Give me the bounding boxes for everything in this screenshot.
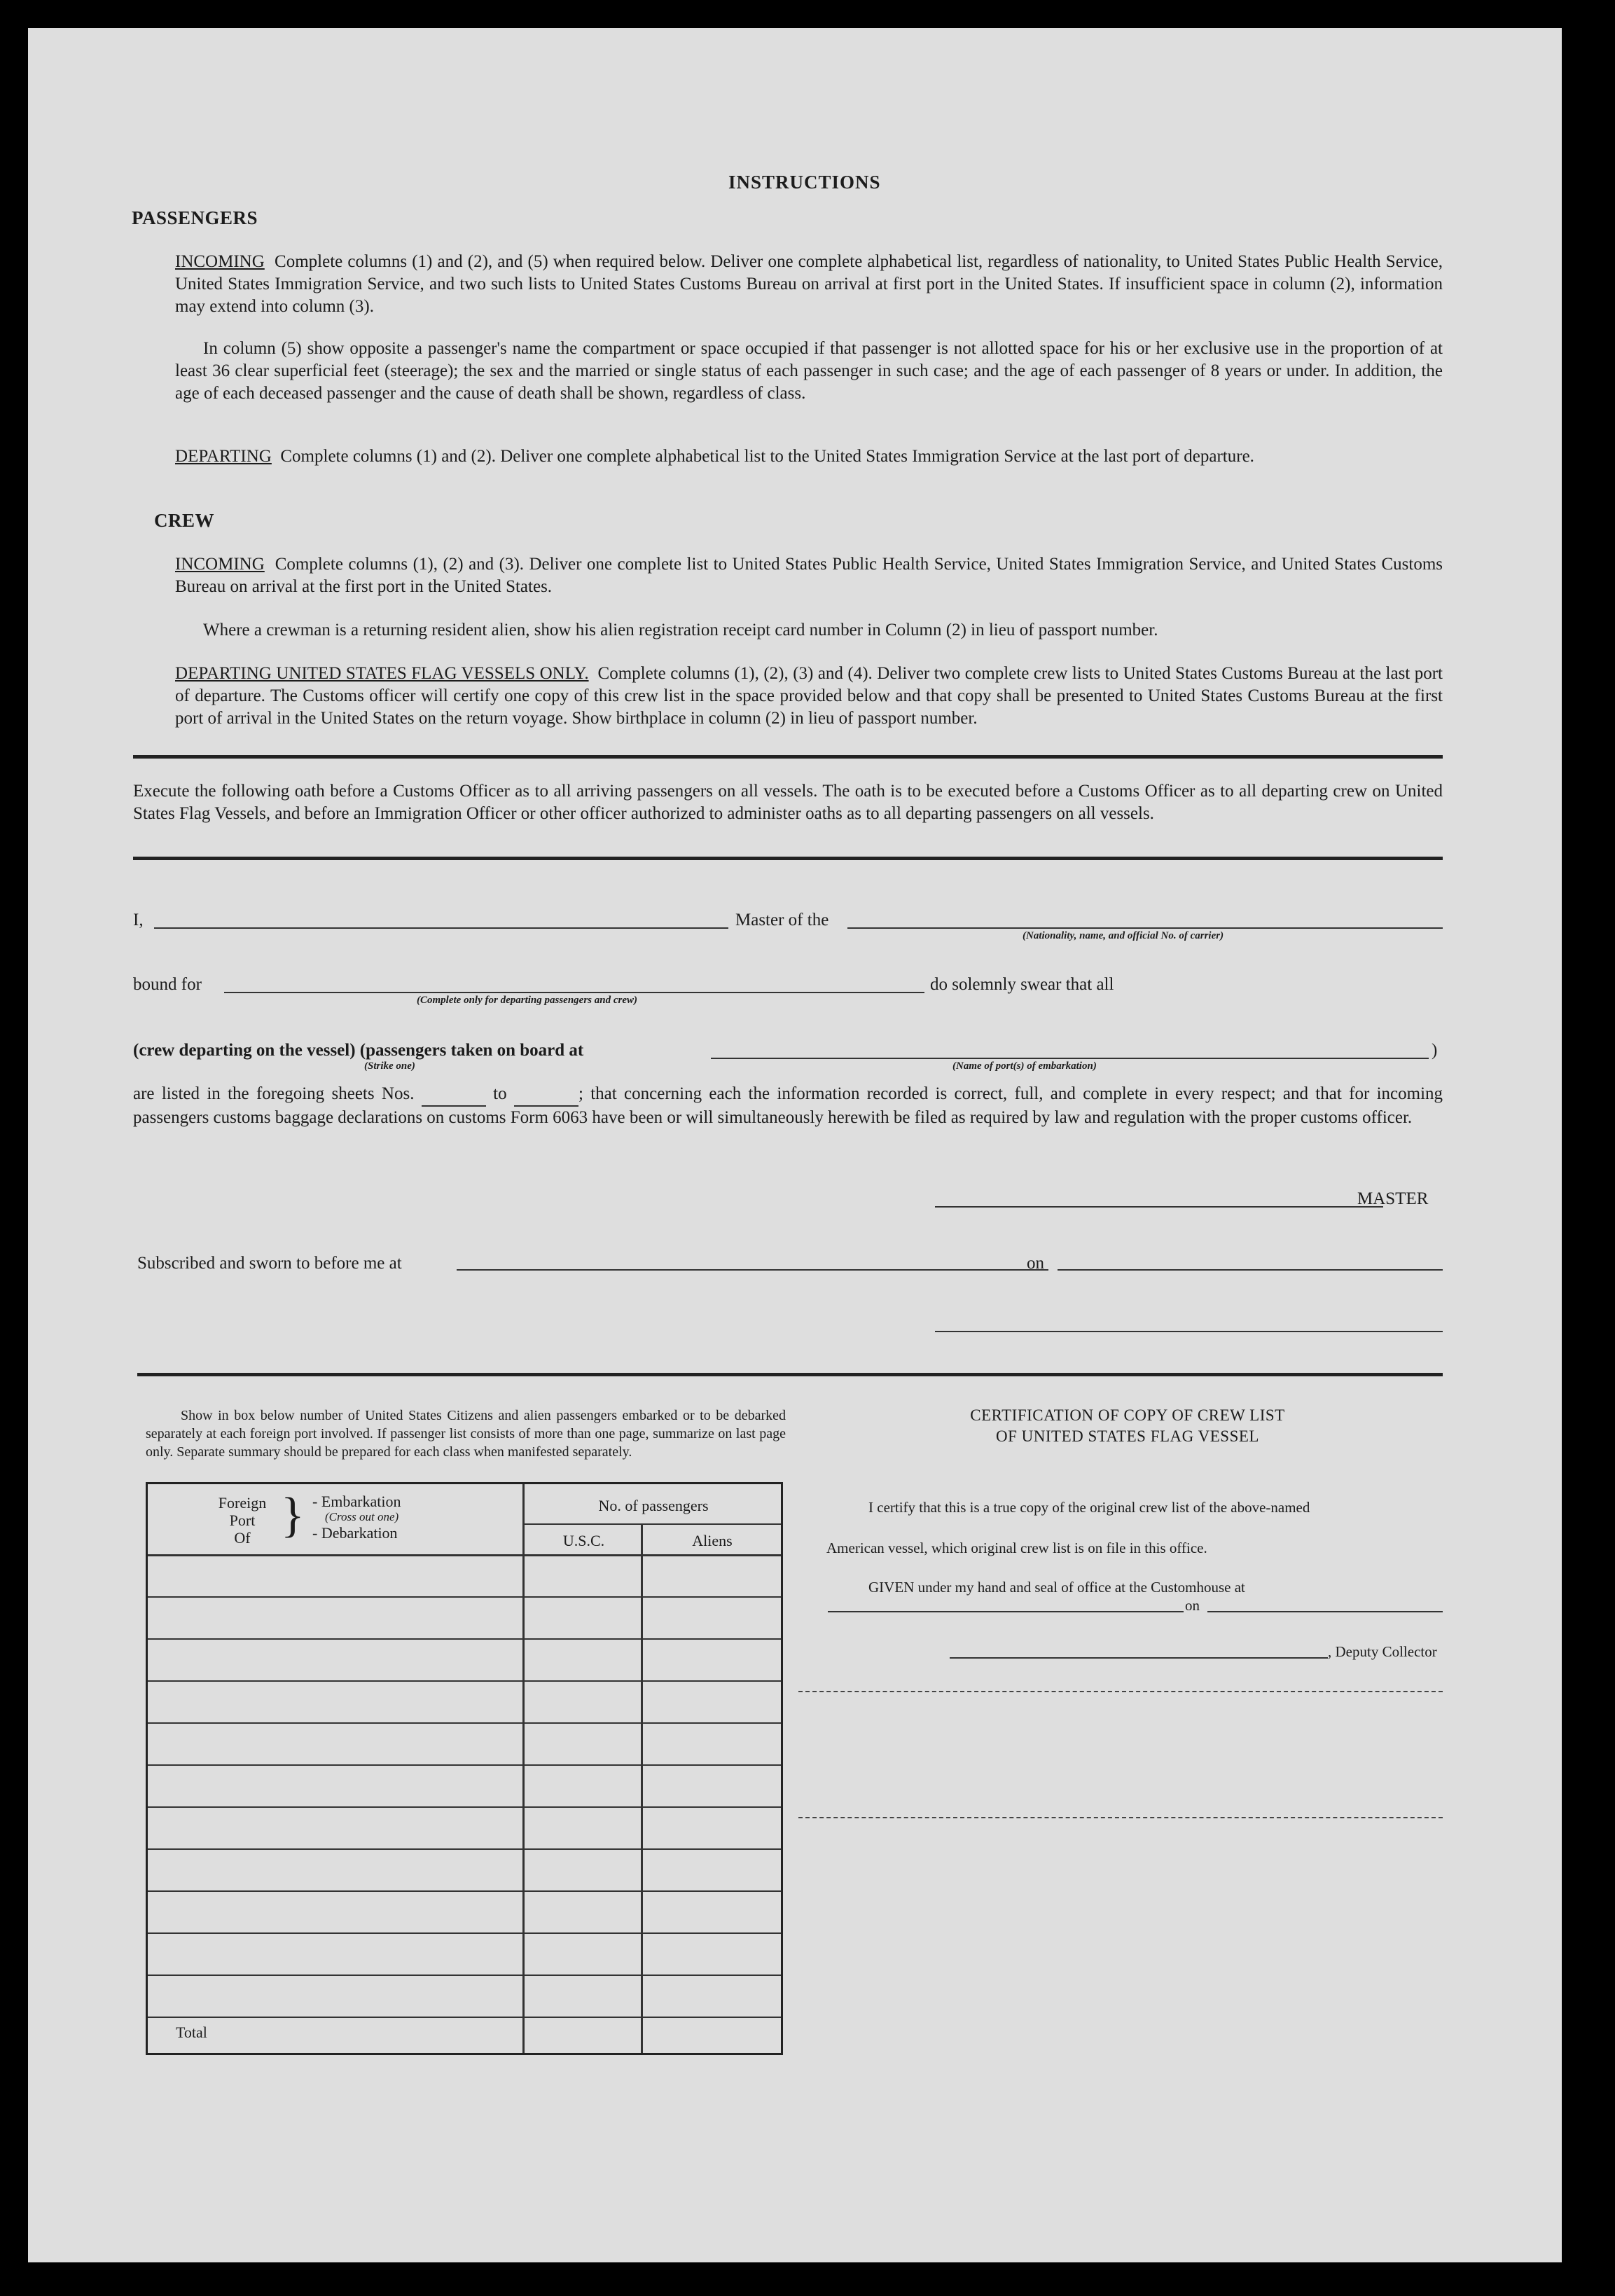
summary-instructions: Show in box below number of United States Citizens and alien passengers embarked or to be debarked separately at each foreign port involved. If passenger list consists of more than one page, summarize on last page only. Separate summary should be prepared for each class when manifested separately. <box>146 1408 786 1460</box>
form-page <box>28 28 1562 2262</box>
certify-line-2: American vessel, which original crew list is on file in this office. <box>826 1540 1207 1556</box>
no-passengers-header: No. of passengers <box>598 1497 709 1514</box>
aliens-header: Aliens <box>692 1532 733 1549</box>
page-title: INSTRUCTIONS <box>728 172 881 193</box>
passenger-summary-table <box>146 1482 783 2055</box>
passengers-incoming-label: INCOMING <box>175 252 265 271</box>
table-hline <box>148 1806 781 1808</box>
officer-signature-field[interactable] <box>935 1331 1443 1332</box>
table-hline <box>148 2017 781 2018</box>
passengers-heading: PASSENGERS <box>132 207 258 228</box>
table-hline <box>148 1764 781 1766</box>
sheet-from-field[interactable] <box>422 1083 486 1107</box>
passengers-incoming-text: Complete columns (1) and (2), and (5) when required below. Deliver one complete alphabetical list, regardless of nationality, to United States Public Health Service, United States Immigration Service, and two such lists to United States Customs Bureau on arrival at first port in the United States. If insufficient space in column (2), information may extend into column (3). <box>175 252 1443 316</box>
swear-label: do solemnly swear that all <box>930 975 1114 994</box>
oath-i-label: I, <box>133 911 144 929</box>
given-date-field[interactable] <box>1207 1611 1443 1612</box>
nationality-note: (Nationality, name, and official No. of carrier) <box>1023 930 1224 941</box>
listed-text-a: are listed in the foregoing sheets Nos. <box>133 1084 415 1103</box>
crew-departing-paragraph <box>175 663 1443 730</box>
crew-incoming-label: INCOMING <box>175 555 265 574</box>
table-hline <box>148 1722 781 1724</box>
table-hline <box>148 1848 781 1850</box>
carrier-field[interactable] <box>847 927 1443 929</box>
sworn-on-label: on <box>1027 1254 1044 1273</box>
table-hline <box>522 1523 781 1525</box>
embark-debark-labels: - Embarkation (Cross out one) - Debarkation <box>312 1493 401 1542</box>
master-signature-field[interactable] <box>935 1206 1383 1208</box>
total-label: Total <box>176 2024 207 2041</box>
listed-to: to <box>493 1084 507 1103</box>
listed-text-b: ; that concerning each the information recorded is correct, full, and complete in every respect; and that for incoming passengers customs baggage declarations on customs Form 6063 have been or will simultaneously herewith be filed as required by law and regulation with the proper customs officer. <box>133 1084 1443 1127</box>
table-hline <box>148 1890 781 1892</box>
table-vline <box>641 1525 643 2053</box>
port-note: (Name of port(s) of embarkation) <box>952 1060 1097 1072</box>
bound-for-field[interactable] <box>224 992 924 993</box>
close-paren: ) <box>1432 1041 1438 1060</box>
certification-heading-2: OF UNITED STATES FLAG VESSEL <box>996 1427 1259 1445</box>
master-of-label: Master of the <box>735 911 829 929</box>
crew-incoming-text: Complete columns (1), (2) and (3). Deliver one complete list to United States Public Health Service, United States Immigration Service, and United States Customs Bureau on arrival at the first port in the United States. <box>175 555 1443 596</box>
complete-only-note: (Complete only for departing passengers and crew) <box>417 995 637 1006</box>
oath-listed-paragraph <box>133 1083 1443 1129</box>
deputy-collector-signature-field[interactable] <box>950 1657 1328 1659</box>
passengers-column5-paragraph: In column (5) show opposite a passenger's name the compartment or space occupied if that passenger is not allotted space for his or her exclusive use in the proportion of at least 36 clear superficial feet (steerage); the sex and the married or single status of each passenger in such case; and the age of each passenger of 8 years or under. In addition, the age of each deceased passenger and the cause of death shall be shown, regardless of class. <box>175 339 1443 403</box>
deputy-collector-label: , Deputy Collector <box>1328 1643 1437 1660</box>
table-vline <box>522 1484 525 2053</box>
passengers-departing-paragraph <box>175 445 1443 468</box>
divider <box>137 1373 1443 1376</box>
divider <box>133 857 1443 860</box>
given-on-label: on <box>1185 1597 1200 1614</box>
passengers-departing-label: DEPARTING <box>175 447 272 466</box>
sworn-place-field[interactable] <box>457 1269 1048 1271</box>
oath-intro: Execute the following oath before a Customs Officer as to all arriving passengers on all vessels. The oath is to be executed before a Customs Officer as to all departing crew on United States Flag Vessels, and before an Immigration Officer or other officer authorized to administer oaths as to all departing passengers on all vessels. <box>133 782 1443 823</box>
table-hline <box>148 1680 781 1682</box>
crew-departing-label: DEPARTING UNITED STATES FLAG VESSELS ONLY. <box>175 664 589 683</box>
master-name-field[interactable] <box>154 927 728 929</box>
customhouse-field[interactable] <box>828 1611 1184 1612</box>
table-hline <box>148 1554 781 1556</box>
certification-heading <box>889 1405 1366 1447</box>
passengers-departing-text: Complete columns (1) and (2). Deliver one complete alphabetical list to the United States Immigration Service at the last port of departure. <box>280 447 1254 466</box>
table-hline <box>148 1975 781 1976</box>
bound-for-label: bound for <box>133 975 202 994</box>
table-hline <box>148 1932 781 1934</box>
divider <box>133 755 1443 759</box>
given-line: GIVEN under my hand and seal of office at the Customhouse at <box>868 1579 1245 1596</box>
table-hline <box>148 1596 781 1598</box>
sworn-date-field[interactable] <box>1058 1269 1443 1271</box>
master-label: MASTER <box>1357 1189 1429 1208</box>
usc-header: U.S.C. <box>562 1532 605 1549</box>
crew-heading: CREW <box>154 510 215 531</box>
brace: } <box>281 1488 305 1542</box>
certification-heading-1: CERTIFICATION OF COPY OF CREW LIST <box>970 1406 1285 1424</box>
crew-resident-paragraph: Where a crewman is a returning resident alien, show his alien registration receipt card number in Column (2) in lieu of passport number. <box>203 621 1158 639</box>
cut-line-bottom <box>798 1817 1443 1818</box>
foreign-port-label: Foreign Port Of <box>218 1494 267 1547</box>
cut-line-top <box>798 1691 1443 1692</box>
table-hline <box>148 1638 781 1640</box>
strike-one-note: (Strike one) <box>364 1060 415 1072</box>
subscribed-label: Subscribed and sworn to before me at <box>137 1254 402 1273</box>
passengers-incoming-paragraph <box>175 251 1443 318</box>
crew-departing-label: (crew departing on the vessel) (passengers taken on board at <box>133 1041 584 1060</box>
embarkation-port-field[interactable] <box>711 1058 1429 1059</box>
crew-departing-text: Complete columns (1), (2), (3) and (4). Deliver two complete crew lists to United States Customs Bureau at the last port of departure. The Customs officer will certify one copy of this crew list in the space provided below and that copy shall be presented to United States Customs Bureau at the first port of arrival in the United States on the return voyage. Show birthplace in column (2) in lieu of passport number. <box>175 664 1443 728</box>
certify-line-1: I certify that this is a true copy of the original crew list of the above-named <box>868 1499 1310 1516</box>
sheet-to-field[interactable] <box>514 1083 578 1107</box>
crew-incoming-paragraph <box>175 553 1443 598</box>
